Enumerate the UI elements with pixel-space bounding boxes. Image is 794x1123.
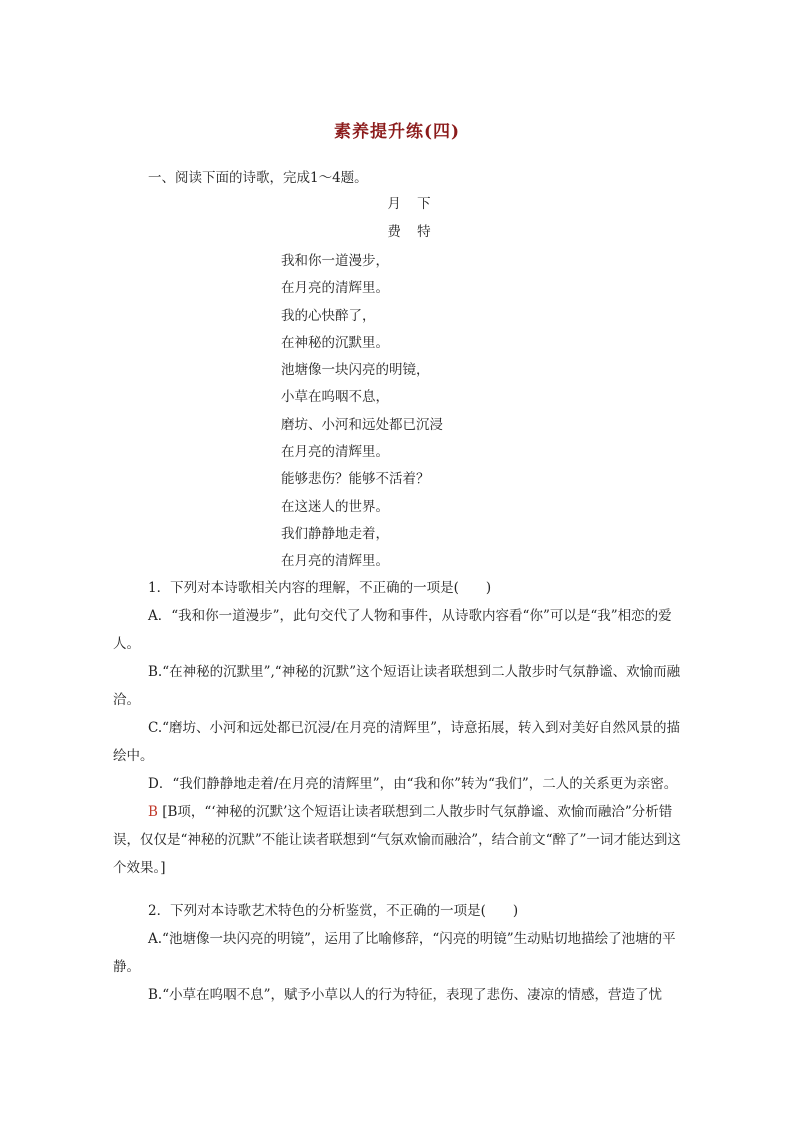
- answer-letter: B: [148, 804, 158, 820]
- answer-explanation: [B项，“‘神秘的沉默’这个短语让读者联想到二人散步时气氛静谧、欢愉而融洽”分析错误，仅仅是“神秘的沉默”不能让读者联想到“气氛欢愉而融洽”，结合前文“醉了”一词才能达到这个效果。]: [113, 804, 681, 876]
- poem-line: 我和你一道漫步，: [281, 253, 389, 269]
- poem-line: 小草在呜咽不息，: [281, 389, 389, 406]
- poem-line: 我们静静地走着，: [281, 525, 389, 542]
- poem-line: 在月亮的清辉里。: [281, 444, 389, 461]
- poem-author: 费 特: [387, 224, 437, 240]
- poem-body: [281, 248, 443, 576]
- question-1: [113, 574, 683, 882]
- poem-line: 在这迷人的世界。: [281, 498, 389, 515]
- poem-line: 池塘像一块闪亮的明镜，: [281, 362, 430, 379]
- question-2-option-a: A.“池塘像一块闪亮的明镜”，运用了比喻修辞，“闪亮的明镜”生动贴切地描绘了池塘的平静。: [113, 931, 676, 975]
- poem-line: 在月亮的清辉里。: [281, 280, 389, 297]
- poem-line: 磨坊、小河和远处都已沉浸: [281, 416, 443, 433]
- poem-line: 在月亮的清辉里。: [281, 553, 389, 570]
- question-1-option-d: D．“我们静静地走着/在月亮的清辉里”，由“我和你”转为“我们”，二人的关系更为亲密。: [148, 776, 678, 792]
- question-1-option-a: A．“我和你一道漫步”，此句交代了人物和事件，从诗歌内容看“你”可以是“我”相恋的爱人。: [113, 608, 672, 652]
- question-2-stem: 2．下列对本诗歌艺术特色的分析鉴赏，不正确的一项是( ): [148, 903, 519, 919]
- poem-title: 月 下: [387, 196, 437, 212]
- question-1-option-c: C.“磨坊、小河和远处都已沉浸/在月亮的清辉里”，诗意拓展，转入到对美好自然风景的描绘中。: [113, 720, 680, 764]
- poem-line: 我的心快醉了，: [281, 307, 376, 324]
- question-1-stem: 1．下列对本诗歌相关内容的理解，不正确的一项是( ): [148, 580, 492, 596]
- page-title: 素养提升练(四): [333, 122, 461, 142]
- poem-line: 能够悲伤？能够不活着？: [281, 471, 430, 488]
- question-2-option-b: B.“小草在呜咽不息”，赋予小草以人的行为特征，表现了悲伤、凄凉的情感，营造了忧: [148, 987, 663, 1003]
- poem-line: 在神秘的沉默里。: [281, 334, 389, 351]
- question-1-option-b: B.“在神秘的沉默里”,“神秘的沉默”这个短语让读者联想到二人散步时气氛静谧、欢愉而融洽。: [113, 664, 681, 708]
- section-intro: 一、阅读下面的诗歌，完成1～4题。: [148, 170, 368, 186]
- question-1-answer: [113, 798, 683, 882]
- question-2: [113, 897, 683, 1009]
